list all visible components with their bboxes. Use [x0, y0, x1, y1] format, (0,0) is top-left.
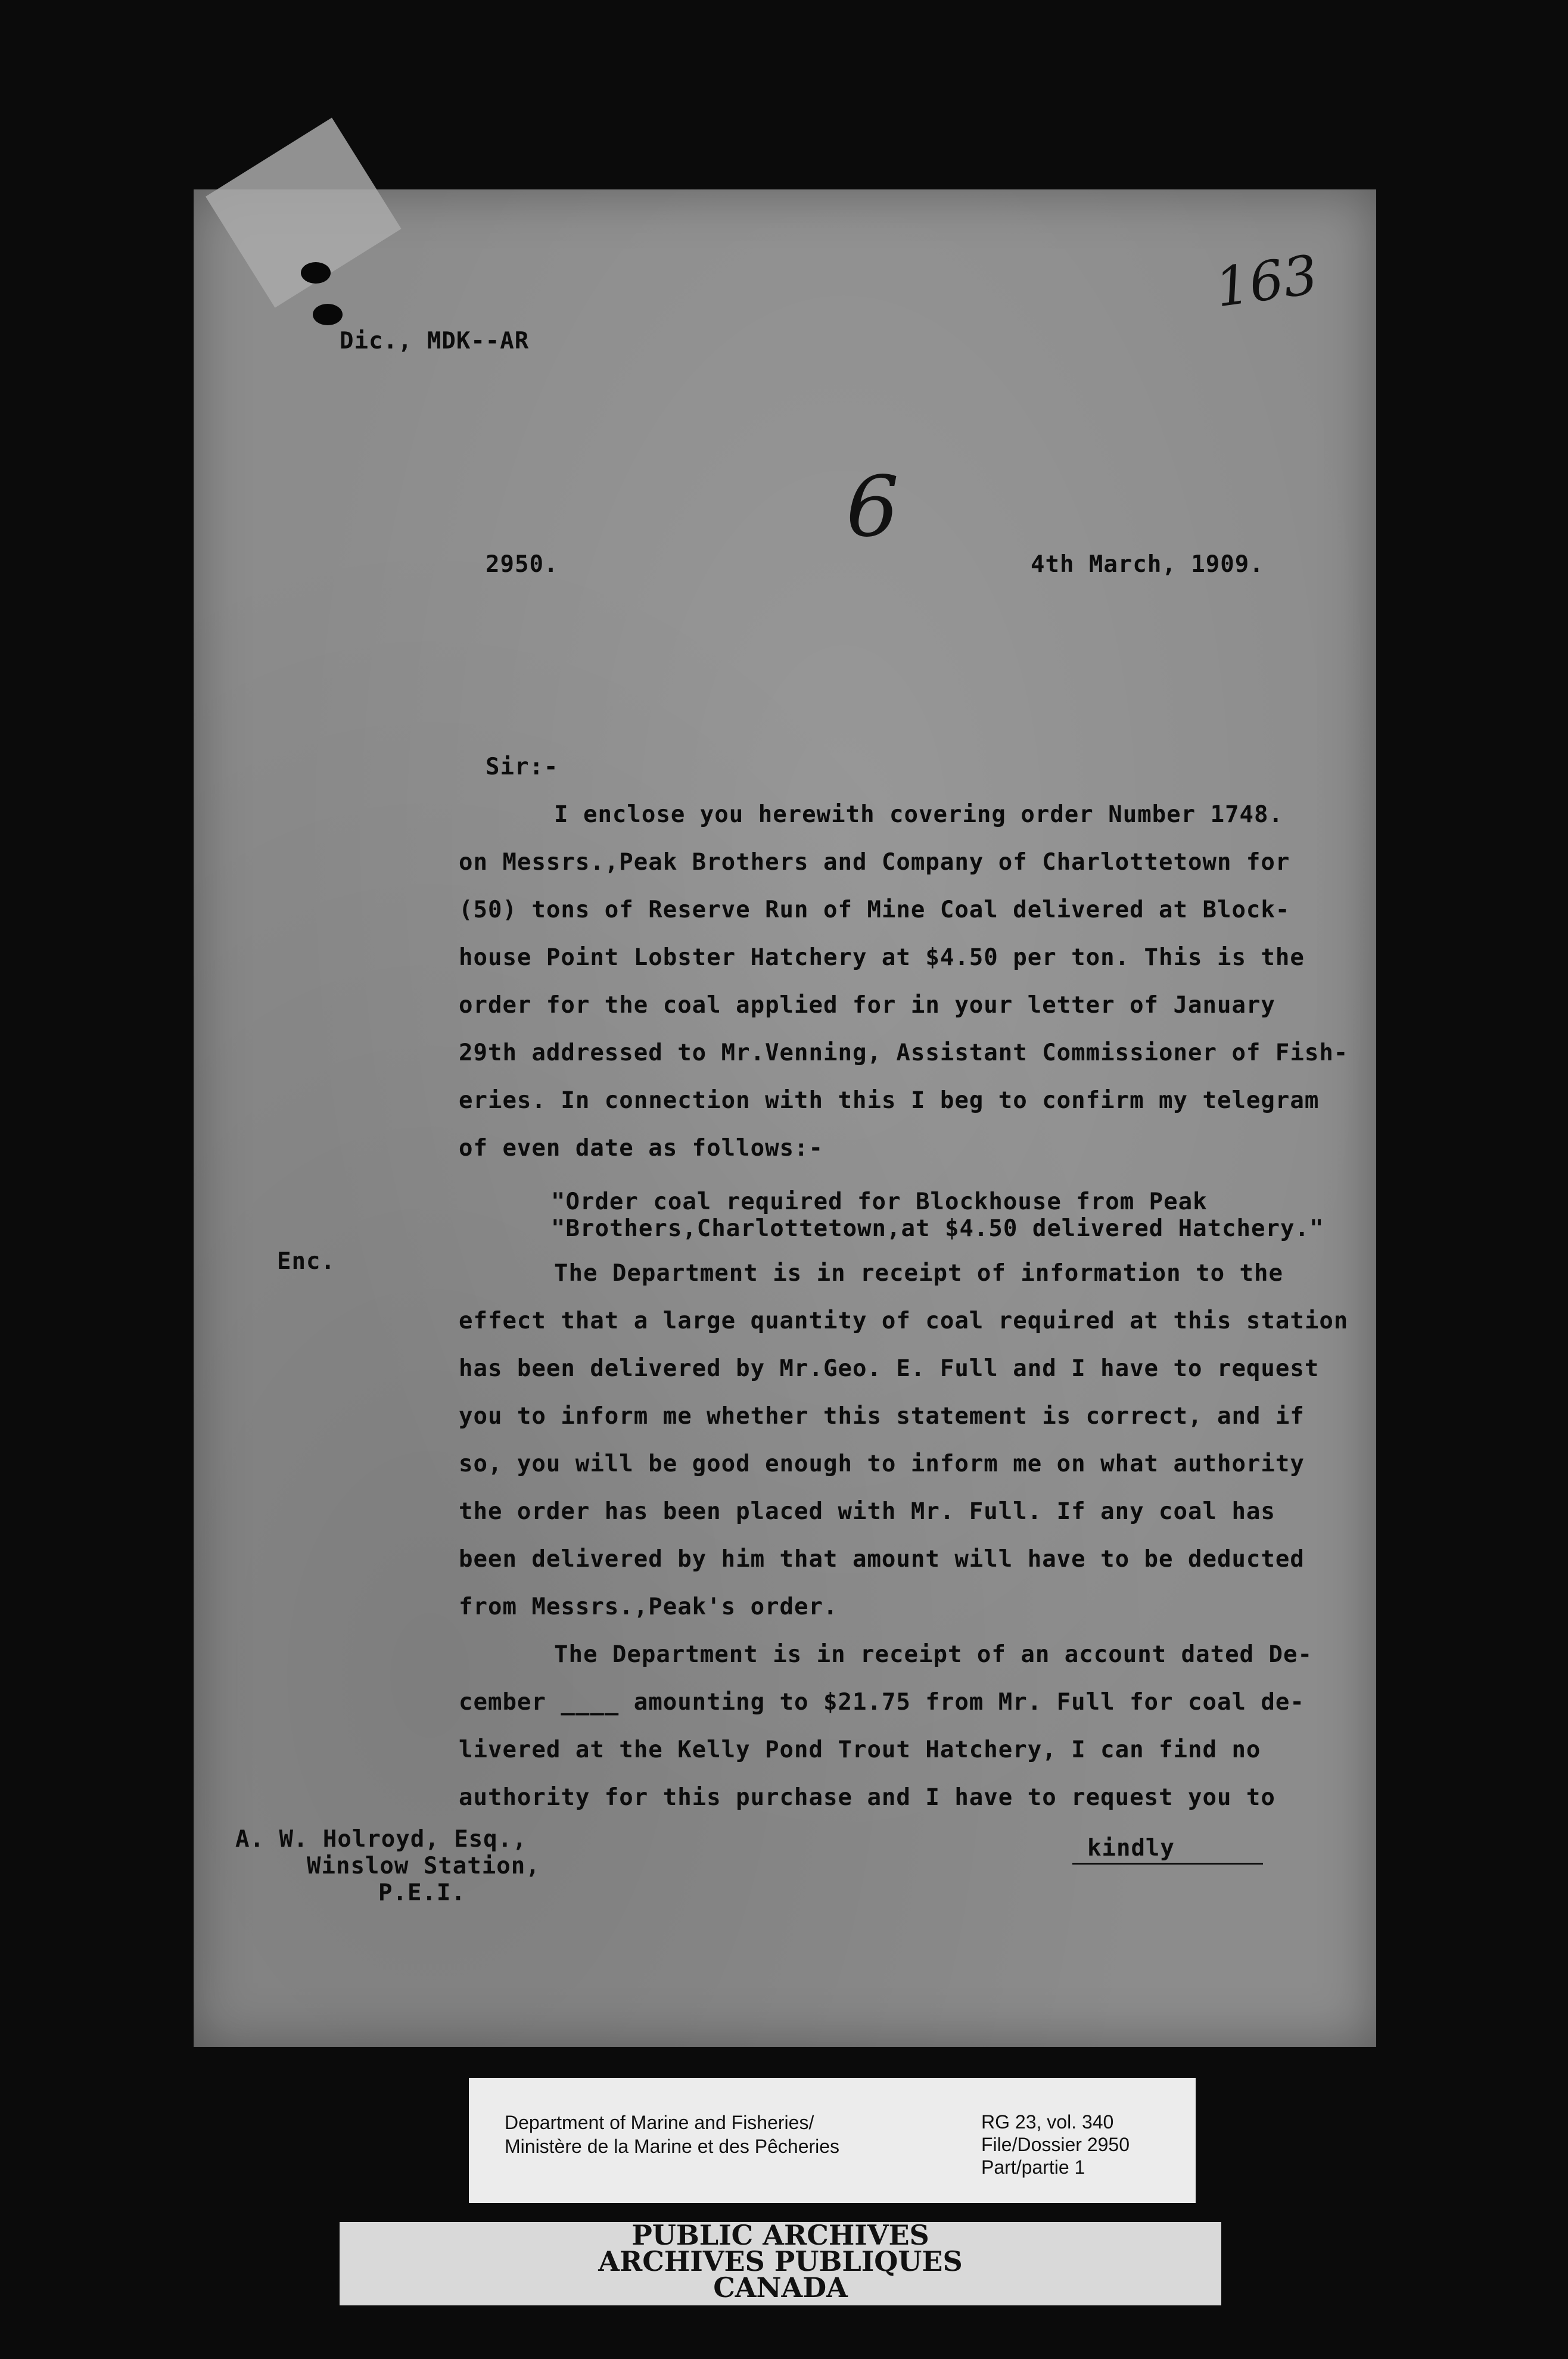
punch-hole-bottom — [313, 304, 343, 325]
file-dossier: File/Dossier 2950 — [981, 2134, 1130, 2155]
enclosure-note: Enc. — [277, 1248, 335, 1275]
letter-page — [194, 189, 1376, 2047]
telegram-line: "Brothers,Charlottetown,at $4.50 delivered Hatchery." — [551, 1215, 1324, 1242]
department-fr: Ministère de la Marine et des Pêcheries — [505, 2136, 840, 2157]
part-partie: Part/partie 1 — [981, 2156, 1085, 2178]
dictation-reference: Dic., MDK--AR — [340, 328, 530, 354]
body-line: eries. In connection with this I beg to confirm my telegram — [459, 1087, 1320, 1114]
body-line: on Messrs.,Peak Brothers and Company of Charlottetown for — [459, 849, 1290, 876]
body-line: The Department is in receipt of information to the — [554, 1260, 1283, 1287]
file-number: 2950. — [486, 551, 559, 578]
body-line: cember ____ amounting to $21.75 from Mr. Full for coal de- — [459, 1689, 1305, 1716]
addressee-line: Winslow Station, — [307, 1853, 540, 1879]
body-line: 29th addressed to Mr.Venning, Assistant Commissioner of Fish- — [459, 1040, 1349, 1066]
handwritten-mark: 6 — [846, 459, 900, 556]
body-line: effect that a large quantity of coal required at this station — [459, 1308, 1349, 1334]
stamp-line-3: CANADA — [713, 2271, 848, 2304]
letter-date: 4th March, 1909. — [1031, 551, 1264, 578]
body-line: has been delivered by Mr.Geo. E. Full and I have to request — [459, 1355, 1320, 1382]
body-line: so, you will be good enough to inform me on what authority — [459, 1451, 1305, 1477]
catchword: kindly — [1087, 1835, 1175, 1862]
body-line: authority for this purchase and I have to request you to — [459, 1784, 1275, 1811]
salutation: Sir:- — [486, 754, 559, 780]
body-line: of even date as follows:- — [459, 1135, 823, 1162]
addressee-line: P.E.I. — [378, 1879, 466, 1906]
department-en: Department of Marine and Fisheries/ — [505, 2112, 814, 2133]
reference-numbers — [981, 2111, 1130, 2179]
archive-reference-label — [469, 2078, 1196, 2203]
telegram-line: "Order coal required for Blockhouse from Peak — [551, 1188, 1208, 1215]
body-line: The Department is in receipt of an account dated De- — [554, 1641, 1312, 1668]
body-line: you to inform me whether this statement is correct, and if — [459, 1403, 1305, 1430]
body-line: livered at the Kelly Pond Trout Hatchery, I can find no — [459, 1736, 1261, 1763]
folio-number: 163 — [1211, 243, 1322, 320]
department-names — [505, 2111, 839, 2158]
body-line: the order has been placed with Mr. Full. If any coal has — [459, 1498, 1275, 1525]
body-line: I enclose you herewith covering order Number 1748. — [554, 801, 1283, 828]
catchword-underline — [1072, 1863, 1263, 1865]
stamp-line-2: ARCHIVES PUBLIQUES — [598, 2245, 963, 2277]
body-line: (50) tons of Reserve Run of Mine Coal delivered at Block- — [459, 897, 1290, 923]
punch-hole-top — [301, 262, 331, 284]
archives-stamp — [340, 2219, 1221, 2305]
stamp-line-1: PUBLIC ARCHIVES — [631, 2219, 929, 2251]
body-line: house Point Lobster Hatchery at $4.50 per ton. This is the — [459, 944, 1305, 971]
body-line: been delivered by him that amount will have to be deducted — [459, 1546, 1305, 1573]
body-line: order for the coal applied for in your letter of January — [459, 992, 1275, 1019]
record-group: RG 23, vol. 340 — [981, 2111, 1114, 2133]
body-line: from Messrs.,Peak's order. — [459, 1594, 838, 1620]
addressee-line: A. W. Holroyd, Esq., — [235, 1826, 527, 1853]
